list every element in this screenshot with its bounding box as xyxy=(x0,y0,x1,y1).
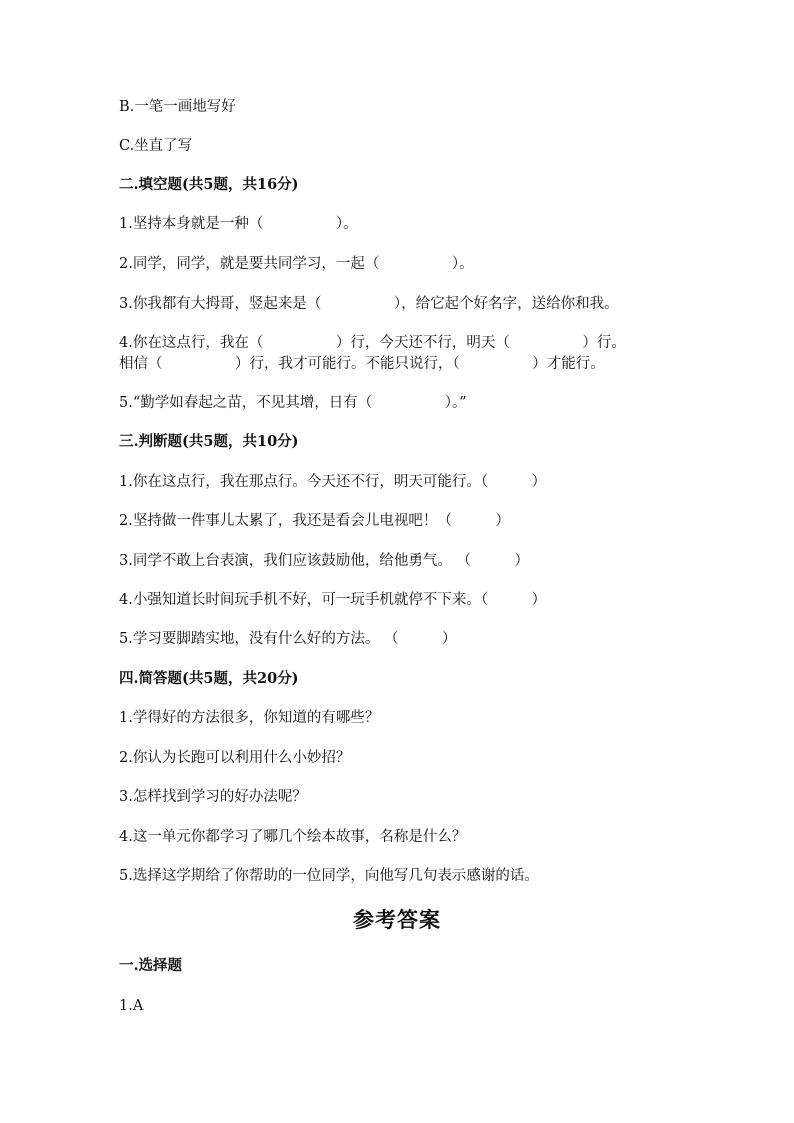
short-answer-question: 4.这一单元你都学习了哪几个绘本故事，名称是什么？ xyxy=(119,829,467,845)
fill-in-question: 5.“勤学如春起之苗，不见其增，日有（ ）。” xyxy=(119,395,467,411)
short-answer-question: 1.学得好的方法很多，你知道的有哪些？ xyxy=(119,710,380,726)
section-heading-short-answer: 四.简答题(共5题，共20分) xyxy=(119,670,299,687)
section-heading-fill-in: 二.填空题(共5题，共16分) xyxy=(119,176,299,193)
fill-in-question: 2.同学，同学，就是要共同学习，一起（ ）。 xyxy=(119,256,474,272)
fill-in-question-continued: 相信（ ）行，我才可能行。不能只说行，（ ）才能行。 xyxy=(119,356,605,372)
section-heading-true-false: 三.判断题(共5题，共10分) xyxy=(119,433,299,450)
true-false-question: 5.学习要脚踏实地，没有什么好的方法。 （ ） xyxy=(119,631,457,647)
true-false-question: 3.同学不敢上台表演，我们应该鼓励他，给他勇气。 （ ） xyxy=(119,553,529,569)
fill-in-question: 4.你在这点行，我在（ ）行，今天还不行，明天（ ）行。 xyxy=(119,335,626,351)
fill-in-question: 1.坚持本身就是一种（ ）。 xyxy=(119,216,358,232)
short-answer-question: 3.怎样找到学习的好办法呢？ xyxy=(119,789,307,805)
option-b: B.一笔一画地写好 xyxy=(119,99,236,115)
option-c: C.坐直了写 xyxy=(119,138,193,154)
fill-in-question: 3.你我都有大拇哥，竖起来是（ ），给它起个好名字，送给你和我。 xyxy=(119,296,619,312)
true-false-question: 4.小强知道长时间玩手机不好，可一玩手机就停不下来。（ ） xyxy=(119,592,547,608)
short-answer-question: 2.你认为长跑可以利用什么小妙招？ xyxy=(119,750,351,766)
true-false-question: 2.坚持做一件事儿太累了，我还是看会儿电视吧！（ ） xyxy=(119,513,510,529)
true-false-question: 1.你在这点行，我在那点行。今天还不行，明天可能行。（ ） xyxy=(119,474,547,490)
answer-section-heading: 一.选择题 xyxy=(119,957,183,974)
answer-item: 1.A xyxy=(119,998,144,1014)
short-answer-question: 5.选择这学期给了你帮助的一位同学，向他写几句表示感谢的话。 xyxy=(119,868,539,884)
answer-key-title: 参考答案 xyxy=(353,907,441,932)
